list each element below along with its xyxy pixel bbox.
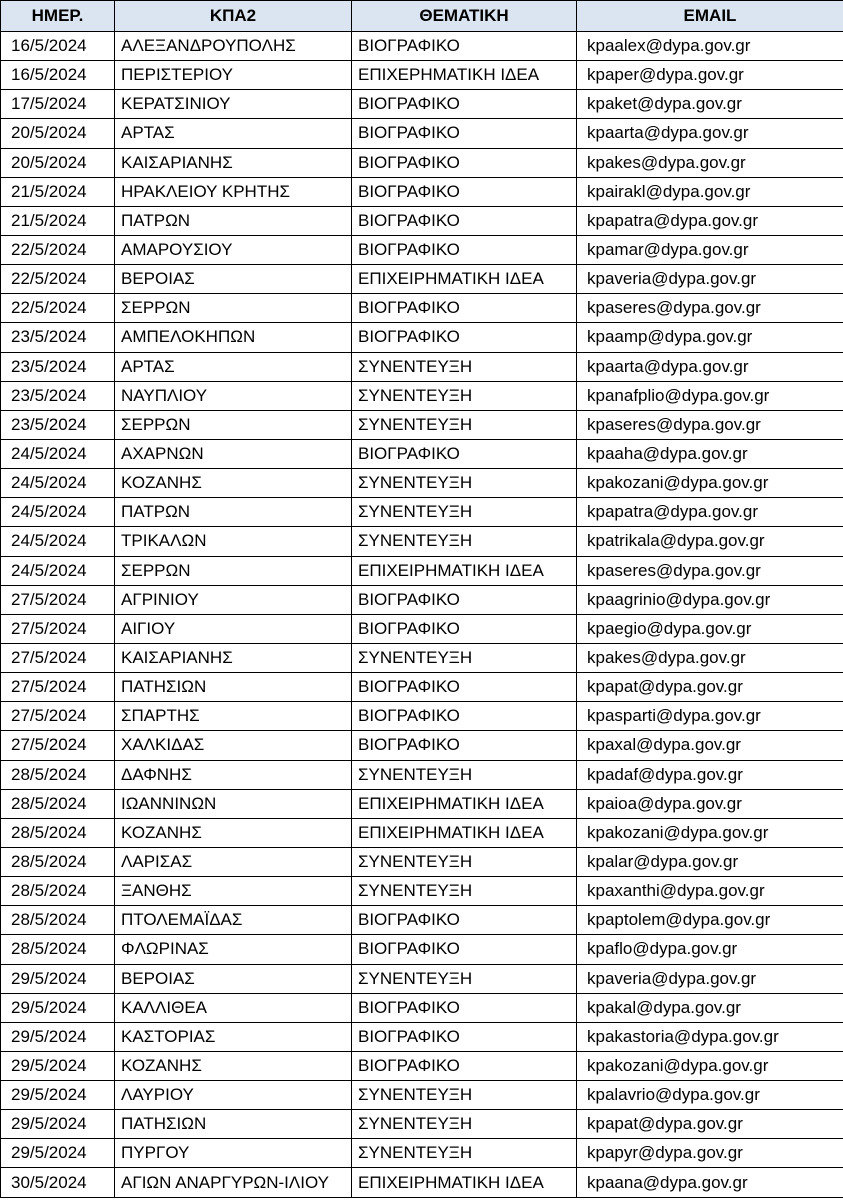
- table-row: [1, 1139, 843, 1168]
- cell-date: 27/5/2024: [1, 614, 115, 643]
- cell-theme: ΣΥΝΕΝΤΕΥΞΗ: [352, 498, 577, 527]
- header-date: ΗΜΕΡ.: [1, 1, 115, 32]
- cell-theme: ΕΠΙΧΕΡΗΜΑΤΙΚΗ ΙΔΕΑ: [352, 61, 577, 90]
- cell-date: 28/5/2024: [1, 818, 115, 847]
- table-row: [1, 643, 843, 672]
- cell-kpa: ΒΕΡΟΙΑΣ: [115, 265, 352, 294]
- cell-email: kpaarta@dypa.gov.gr: [577, 352, 843, 381]
- cell-kpa: ΠΑΤΡΩΝ: [115, 498, 352, 527]
- cell-email: kpaxanthi@dypa.gov.gr: [577, 877, 843, 906]
- cell-kpa: ΑΙΓΙΟΥ: [115, 614, 352, 643]
- cell-email: kpapatra@dypa.gov.gr: [577, 206, 843, 235]
- table-body: [1, 32, 843, 1198]
- table-row: [1, 935, 843, 964]
- table-row: [1, 527, 843, 556]
- cell-date: 23/5/2024: [1, 410, 115, 439]
- cell-email: kpapat@dypa.gov.gr: [577, 1110, 843, 1139]
- cell-theme: ΣΥΝΕΝΤΕΥΞΗ: [352, 1110, 577, 1139]
- table-row: [1, 1168, 843, 1197]
- cell-email: kpakes@dypa.gov.gr: [577, 643, 843, 672]
- cell-theme: ΣΥΝΕΝΤΕΥΞΗ: [352, 381, 577, 410]
- header-email: EMAIL: [577, 1, 843, 32]
- cell-date: 16/5/2024: [1, 32, 115, 61]
- cell-kpa: ΑΓΡΙΝΙΟΥ: [115, 585, 352, 614]
- table-row: [1, 614, 843, 643]
- cell-date: 29/5/2024: [1, 1022, 115, 1051]
- cell-kpa: ΧΑΛΚΙΔΑΣ: [115, 731, 352, 760]
- table-row: [1, 265, 843, 294]
- cell-email: kpaana@dypa.gov.gr: [577, 1168, 843, 1197]
- cell-theme: ΒΙΟΓΡΑΦΙΚΟ: [352, 702, 577, 731]
- cell-email: kpakozani@dypa.gov.gr: [577, 818, 843, 847]
- cell-theme: ΣΥΝΕΝΤΕΥΞΗ: [352, 352, 577, 381]
- cell-theme: ΒΙΟΓΡΑΦΙΚΟ: [352, 585, 577, 614]
- table-row: [1, 206, 843, 235]
- table-row: [1, 1022, 843, 1051]
- table-row: [1, 760, 843, 789]
- table-row: [1, 702, 843, 731]
- cell-email: kpairakl@dypa.gov.gr: [577, 177, 843, 206]
- cell-email: kpaaha@dypa.gov.gr: [577, 439, 843, 468]
- cell-theme: ΒΙΟΓΡΑΦΙΚΟ: [352, 1051, 577, 1080]
- table-row: [1, 847, 843, 876]
- cell-kpa: ΝΑΥΠΛΙΟΥ: [115, 381, 352, 410]
- cell-date: 29/5/2024: [1, 1139, 115, 1168]
- table-row: [1, 294, 843, 323]
- cell-email: kpakozani@dypa.gov.gr: [577, 469, 843, 498]
- table-row: [1, 148, 843, 177]
- cell-email: kpaper@dypa.gov.gr: [577, 61, 843, 90]
- cell-kpa: ΙΩΑΝΝΙΝΩΝ: [115, 789, 352, 818]
- cell-theme: ΒΙΟΓΡΑΦΙΚΟ: [352, 177, 577, 206]
- cell-kpa: ΣΕΡΡΩΝ: [115, 410, 352, 439]
- cell-kpa: ΑΧΑΡΝΩΝ: [115, 439, 352, 468]
- cell-date: 28/5/2024: [1, 877, 115, 906]
- cell-theme: ΒΙΟΓΡΑΦΙΚΟ: [352, 935, 577, 964]
- header-row: [1, 1, 843, 32]
- cell-date: 22/5/2024: [1, 294, 115, 323]
- cell-email: kpaegio@dypa.gov.gr: [577, 614, 843, 643]
- cell-email: kpanafplio@dypa.gov.gr: [577, 381, 843, 410]
- cell-kpa: ΞΑΝΘΗΣ: [115, 877, 352, 906]
- table-row: [1, 556, 843, 585]
- cell-date: 20/5/2024: [1, 148, 115, 177]
- cell-email: kpaptolem@dypa.gov.gr: [577, 906, 843, 935]
- cell-theme: ΒΙΟΓΡΑΦΙΚΟ: [352, 32, 577, 61]
- cell-email: kpalavrio@dypa.gov.gr: [577, 1081, 843, 1110]
- cell-theme: ΒΙΟΓΡΑΦΙΚΟ: [352, 614, 577, 643]
- cell-date: 28/5/2024: [1, 847, 115, 876]
- cell-theme: ΣΥΝΕΝΤΕΥΞΗ: [352, 527, 577, 556]
- cell-theme: ΣΥΝΕΝΤΕΥΞΗ: [352, 847, 577, 876]
- cell-email: kpaalex@dypa.gov.gr: [577, 32, 843, 61]
- cell-date: 23/5/2024: [1, 323, 115, 352]
- table-row: [1, 469, 843, 498]
- table-header: [1, 1, 843, 32]
- cell-email: kpaagrinio@dypa.gov.gr: [577, 585, 843, 614]
- cell-theme: ΣΥΝΕΝΤΕΥΞΗ: [352, 964, 577, 993]
- cell-theme: ΕΠΙΧΕΙΡΗΜΑΤΙΚΗ ΙΔΕΑ: [352, 789, 577, 818]
- cell-email: kpadaf@dypa.gov.gr: [577, 760, 843, 789]
- cell-date: 27/5/2024: [1, 585, 115, 614]
- cell-date: 23/5/2024: [1, 381, 115, 410]
- cell-theme: ΒΙΟΓΡΑΦΙΚΟ: [352, 323, 577, 352]
- cell-kpa: ΠΤΟΛΕΜΑΪΔΑΣ: [115, 906, 352, 935]
- table-row: [1, 964, 843, 993]
- cell-email: kpaseres@dypa.gov.gr: [577, 294, 843, 323]
- cell-theme: ΒΙΟΓΡΑΦΙΚΟ: [352, 148, 577, 177]
- cell-kpa: ΠΑΤΡΩΝ: [115, 206, 352, 235]
- cell-kpa: ΠΕΡΙΣΤΕΡΙΟΥ: [115, 61, 352, 90]
- cell-theme: ΣΥΝΕΝΤΕΥΞΗ: [352, 1081, 577, 1110]
- cell-theme: ΒΙΟΓΡΑΦΙΚΟ: [352, 1022, 577, 1051]
- cell-kpa: ΚΑΙΣΑΡΙΑΝΗΣ: [115, 148, 352, 177]
- cell-date: 28/5/2024: [1, 935, 115, 964]
- table-row: [1, 731, 843, 760]
- cell-theme: ΕΠΙΧΕΙΡΗΜΑΤΙΚΗ ΙΔΕΑ: [352, 818, 577, 847]
- table-row: [1, 1051, 843, 1080]
- cell-theme: ΣΥΝΕΝΤΕΥΞΗ: [352, 1139, 577, 1168]
- cell-date: 28/5/2024: [1, 906, 115, 935]
- cell-email: kpaveria@dypa.gov.gr: [577, 265, 843, 294]
- table-row: [1, 90, 843, 119]
- cell-email: kpakastoria@dypa.gov.gr: [577, 1022, 843, 1051]
- cell-theme: ΒΙΟΓΡΑΦΙΚΟ: [352, 90, 577, 119]
- cell-kpa: ΑΜΑΡΟΥΣΙΟΥ: [115, 235, 352, 264]
- cell-kpa: ΑΛΕΞΑΝΔΡΟΥΠΟΛΗΣ: [115, 32, 352, 61]
- cell-email: kpaarta@dypa.gov.gr: [577, 119, 843, 148]
- cell-kpa: ΦΛΩΡΙΝΑΣ: [115, 935, 352, 964]
- cell-date: 17/5/2024: [1, 90, 115, 119]
- cell-date: 27/5/2024: [1, 643, 115, 672]
- cell-date: 29/5/2024: [1, 1110, 115, 1139]
- cell-theme: ΒΙΟΓΡΑΦΙΚΟ: [352, 731, 577, 760]
- cell-kpa: ΚΟΖΑΝΗΣ: [115, 818, 352, 847]
- cell-kpa: ΛΑΡΙΣΑΣ: [115, 847, 352, 876]
- header-theme: ΘΕΜΑΤΙΚΗ: [352, 1, 577, 32]
- table-row: [1, 381, 843, 410]
- cell-date: 27/5/2024: [1, 702, 115, 731]
- table-row: [1, 789, 843, 818]
- table-row: [1, 439, 843, 468]
- cell-email: kpaioa@dypa.gov.gr: [577, 789, 843, 818]
- cell-theme: ΣΥΝΕΝΤΕΥΞΗ: [352, 877, 577, 906]
- cell-email: kpaamp@dypa.gov.gr: [577, 323, 843, 352]
- table-row: [1, 61, 843, 90]
- table-row: [1, 498, 843, 527]
- cell-theme: ΕΠΙΧΕΙΡΗΜΑΤΙΚΗ ΙΔΕΑ: [352, 556, 577, 585]
- cell-email: kpakal@dypa.gov.gr: [577, 993, 843, 1022]
- table-row: [1, 993, 843, 1022]
- cell-email: kpapatra@dypa.gov.gr: [577, 498, 843, 527]
- cell-theme: ΒΙΟΓΡΑΦΙΚΟ: [352, 235, 577, 264]
- cell-theme: ΒΙΟΓΡΑΦΙΚΟ: [352, 294, 577, 323]
- cell-date: 27/5/2024: [1, 673, 115, 702]
- cell-email: kpaket@dypa.gov.gr: [577, 90, 843, 119]
- cell-email: kpasparti@dypa.gov.gr: [577, 702, 843, 731]
- cell-theme: ΕΠΙΧΕΙΡΗΜΑΤΙΚΗ ΙΔΕΑ: [352, 265, 577, 294]
- cell-date: 29/5/2024: [1, 1081, 115, 1110]
- cell-theme: ΒΙΟΓΡΑΦΙΚΟ: [352, 206, 577, 235]
- cell-kpa: ΗΡΑΚΛΕΙΟΥ ΚΡΗΤΗΣ: [115, 177, 352, 206]
- cell-date: 29/5/2024: [1, 1051, 115, 1080]
- cell-date: 28/5/2024: [1, 789, 115, 818]
- cell-kpa: ΚΟΖΑΝΗΣ: [115, 1051, 352, 1080]
- cell-date: 24/5/2024: [1, 498, 115, 527]
- cell-email: kpatrikala@dypa.gov.gr: [577, 527, 843, 556]
- cell-date: 22/5/2024: [1, 265, 115, 294]
- cell-email: kpapat@dypa.gov.gr: [577, 673, 843, 702]
- cell-date: 30/5/2024: [1, 1168, 115, 1197]
- cell-theme: ΣΥΝΕΝΤΕΥΞΗ: [352, 643, 577, 672]
- cell-kpa: ΛΑΥΡΙΟΥ: [115, 1081, 352, 1110]
- cell-kpa: ΚΟΖΑΝΗΣ: [115, 469, 352, 498]
- cell-email: kpaxal@dypa.gov.gr: [577, 731, 843, 760]
- table-row: [1, 1110, 843, 1139]
- cell-email: kpamar@dypa.gov.gr: [577, 235, 843, 264]
- cell-date: 24/5/2024: [1, 439, 115, 468]
- cell-date: 22/5/2024: [1, 235, 115, 264]
- table-row: [1, 906, 843, 935]
- cell-theme: ΣΥΝΕΝΤΕΥΞΗ: [352, 410, 577, 439]
- cell-kpa: ΠΥΡΓΟΥ: [115, 1139, 352, 1168]
- cell-email: kpakozani@dypa.gov.gr: [577, 1051, 843, 1080]
- cell-kpa: ΔΑΦΝΗΣ: [115, 760, 352, 789]
- cell-kpa: ΚΑΣΤΟΡΙΑΣ: [115, 1022, 352, 1051]
- cell-email: kpakes@dypa.gov.gr: [577, 148, 843, 177]
- cell-theme: ΣΥΝΕΝΤΕΥΞΗ: [352, 760, 577, 789]
- cell-kpa: ΑΡΤΑΣ: [115, 119, 352, 148]
- cell-date: 21/5/2024: [1, 177, 115, 206]
- header-kpa: ΚΠΑ2: [115, 1, 352, 32]
- table-row: [1, 410, 843, 439]
- cell-theme: ΒΙΟΓΡΑΦΙΚΟ: [352, 439, 577, 468]
- cell-kpa: ΚΑΙΣΑΡΙΑΝΗΣ: [115, 643, 352, 672]
- cell-email: kpaveria@dypa.gov.gr: [577, 964, 843, 993]
- cell-kpa: ΒΕΡΟΙΑΣ: [115, 964, 352, 993]
- table-row: [1, 585, 843, 614]
- cell-theme: ΒΙΟΓΡΑΦΙΚΟ: [352, 906, 577, 935]
- cell-date: 23/5/2024: [1, 352, 115, 381]
- cell-date: 27/5/2024: [1, 731, 115, 760]
- cell-kpa: ΑΓΙΩΝ ΑΝΑΡΓΥΡΩΝ-ΙΛΙΟΥ: [115, 1168, 352, 1197]
- cell-kpa: ΚΑΛΛΙΘΕΑ: [115, 993, 352, 1022]
- cell-date: 29/5/2024: [1, 964, 115, 993]
- cell-email: kpapyr@dypa.gov.gr: [577, 1139, 843, 1168]
- cell-date: 21/5/2024: [1, 206, 115, 235]
- table-row: [1, 235, 843, 264]
- cell-email: kpaseres@dypa.gov.gr: [577, 556, 843, 585]
- cell-email: kpaflo@dypa.gov.gr: [577, 935, 843, 964]
- table-row: [1, 818, 843, 847]
- cell-kpa: ΚΕΡΑΤΣΙΝΙΟΥ: [115, 90, 352, 119]
- cell-theme: ΣΥΝΕΝΤΕΥΞΗ: [352, 469, 577, 498]
- cell-theme: ΒΙΟΓΡΑΦΙΚΟ: [352, 119, 577, 148]
- cell-kpa: ΣΕΡΡΩΝ: [115, 294, 352, 323]
- cell-theme: ΕΠΙΧΕΙΡΗΜΑΤΙΚΗ ΙΔΕΑ: [352, 1168, 577, 1197]
- cell-date: 24/5/2024: [1, 469, 115, 498]
- cell-date: 24/5/2024: [1, 527, 115, 556]
- table-row: [1, 877, 843, 906]
- table-row: [1, 352, 843, 381]
- cell-email: kpalar@dypa.gov.gr: [577, 847, 843, 876]
- cell-kpa: ΠΑΤΗΣΙΩΝ: [115, 1110, 352, 1139]
- cell-kpa: ΑΜΠΕΛΟΚΗΠΩΝ: [115, 323, 352, 352]
- cell-kpa: ΣΕΡΡΩΝ: [115, 556, 352, 585]
- cell-kpa: ΤΡΙΚΑΛΩΝ: [115, 527, 352, 556]
- cell-date: 24/5/2024: [1, 556, 115, 585]
- cell-email: kpaseres@dypa.gov.gr: [577, 410, 843, 439]
- cell-date: 29/5/2024: [1, 993, 115, 1022]
- cell-theme: ΒΙΟΓΡΑΦΙΚΟ: [352, 993, 577, 1022]
- table-row: [1, 323, 843, 352]
- table-row: [1, 1081, 843, 1110]
- cell-kpa: ΣΠΑΡΤΗΣ: [115, 702, 352, 731]
- cell-kpa: ΑΡΤΑΣ: [115, 352, 352, 381]
- table-row: [1, 177, 843, 206]
- table-row: [1, 119, 843, 148]
- cell-kpa: ΠΑΤΗΣΙΩΝ: [115, 673, 352, 702]
- table-row: [1, 32, 843, 61]
- table-row: [1, 673, 843, 702]
- cell-theme: ΒΙΟΓΡΑΦΙΚΟ: [352, 673, 577, 702]
- cell-date: 16/5/2024: [1, 61, 115, 90]
- cell-date: 28/5/2024: [1, 760, 115, 789]
- cell-date: 20/5/2024: [1, 119, 115, 148]
